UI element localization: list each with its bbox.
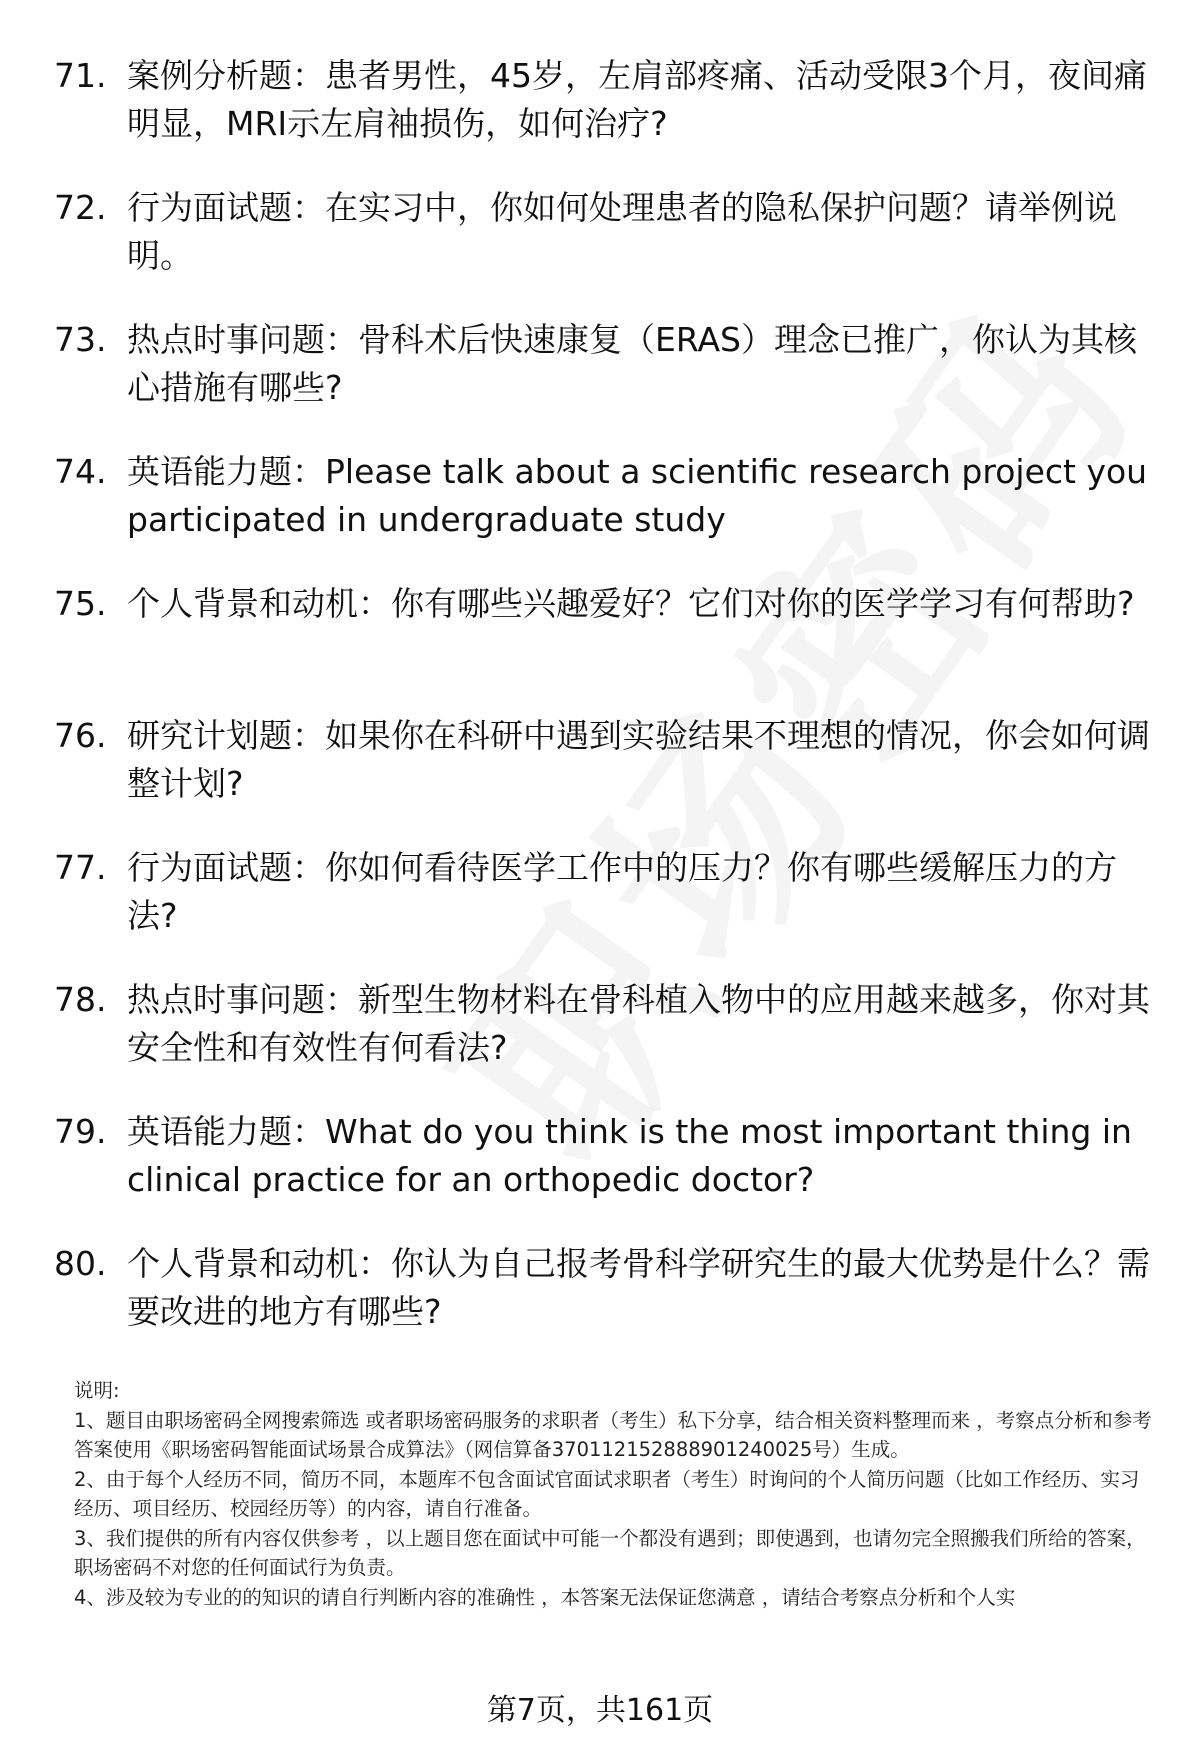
notes-heading: 说明: (74, 1379, 120, 1402)
question-item (0, 1240, 1200, 1372)
question-item (0, 976, 1200, 1108)
question-item (0, 52, 1200, 184)
question-item (0, 712, 1200, 844)
note-item: 3、我们提供的所有内容仅供参考 ，以上题目您在面试中可能一个都没有遇到；即使遇到，也请勿完全照搬我们所给的答案，职场密码不对您的任何面试行为负责。 (74, 1526, 1146, 1579)
question-number: 76. (54, 716, 107, 755)
notes-section (74, 1376, 1154, 1612)
question-number: 79. (54, 1112, 107, 1151)
question-item (0, 184, 1200, 316)
question-list (0, 52, 1200, 1372)
note-item: 1、题目由职场密码全网搜索筛选 或者职场密码服务的求职者（考生）私下分享，结合相关资料整理而来 ，考察点分析和参考答案使用《职场密码智能面试场景合成算法》（网信算备370112152888901240025号）生成。 (74, 1408, 1152, 1461)
question-number: 73. (54, 320, 107, 359)
page-footer: 第7页，共161页 (486, 1693, 714, 1728)
question-number: 77. (54, 848, 107, 887)
question-text: 行为面试题：你如何看待医学工作中的压力？你有哪些缓解压力的方法? (127, 848, 1117, 935)
question-text: 个人背景和动机：你有哪些兴趣爱好？它们对你的医学学习有何帮助? (127, 584, 1135, 623)
question-item (0, 580, 1200, 712)
question-number: 71. (54, 56, 107, 95)
question-number: 72. (54, 188, 107, 227)
question-number: 80. (54, 1244, 107, 1283)
question-text: 英语能力题：What do you think is the most important thing in clinical practice for an orthopedic doctor? (127, 1112, 1132, 1199)
question-item (0, 1108, 1200, 1240)
question-item (0, 448, 1200, 580)
question-text: 行为面试题：在实习中，你如何处理患者的隐私保护问题？请举例说明。 (127, 188, 1117, 275)
question-number: 75. (54, 584, 107, 623)
question-text: 英语能力题：Please talk about a scientific research project you participated in undergraduate study (127, 452, 1148, 539)
question-text: 热点时事问题：骨科术后快速康复（ERAS）理念已推广，你认为其核心措施有哪些? (127, 320, 1137, 407)
question-text: 案例分析题：患者男性，45岁，左肩部疼痛、活动受限3个月，夜间痛明显，MRI示左肩袖损伤，如何治疗? (127, 56, 1147, 143)
question-text: 研究计划题：如果你在科研中遇到实验结果不理想的情况，你会如何调整计划? (127, 716, 1150, 803)
note-item: 4、涉及较为专业的的知识的请自行判断内容的准确性 ，本答案无法保证您满意 ，请结合考察点分析和个人实 (74, 1585, 1016, 1609)
question-item (0, 844, 1200, 976)
question-number: 74. (54, 452, 107, 491)
question-text: 个人背景和动机：你认为自己报考骨科学研究生的最大优势是什么？需要改进的地方有哪些? (127, 1244, 1150, 1331)
note-item: 2、由于每个人经历不同，简历不同，本题库不包含面试官面试求职者（考生）时询问的个人简历问题（比如工作经历、实习经历、项目经历、校园经历等）的内容，请自行准备。 (74, 1467, 1140, 1520)
question-text: 热点时事问题：新型生物材料在骨科植入物中的应用越来越多，你对其安全性和有效性有何看法? (127, 980, 1150, 1067)
question-number: 78. (54, 980, 107, 1019)
question-item (0, 316, 1200, 448)
